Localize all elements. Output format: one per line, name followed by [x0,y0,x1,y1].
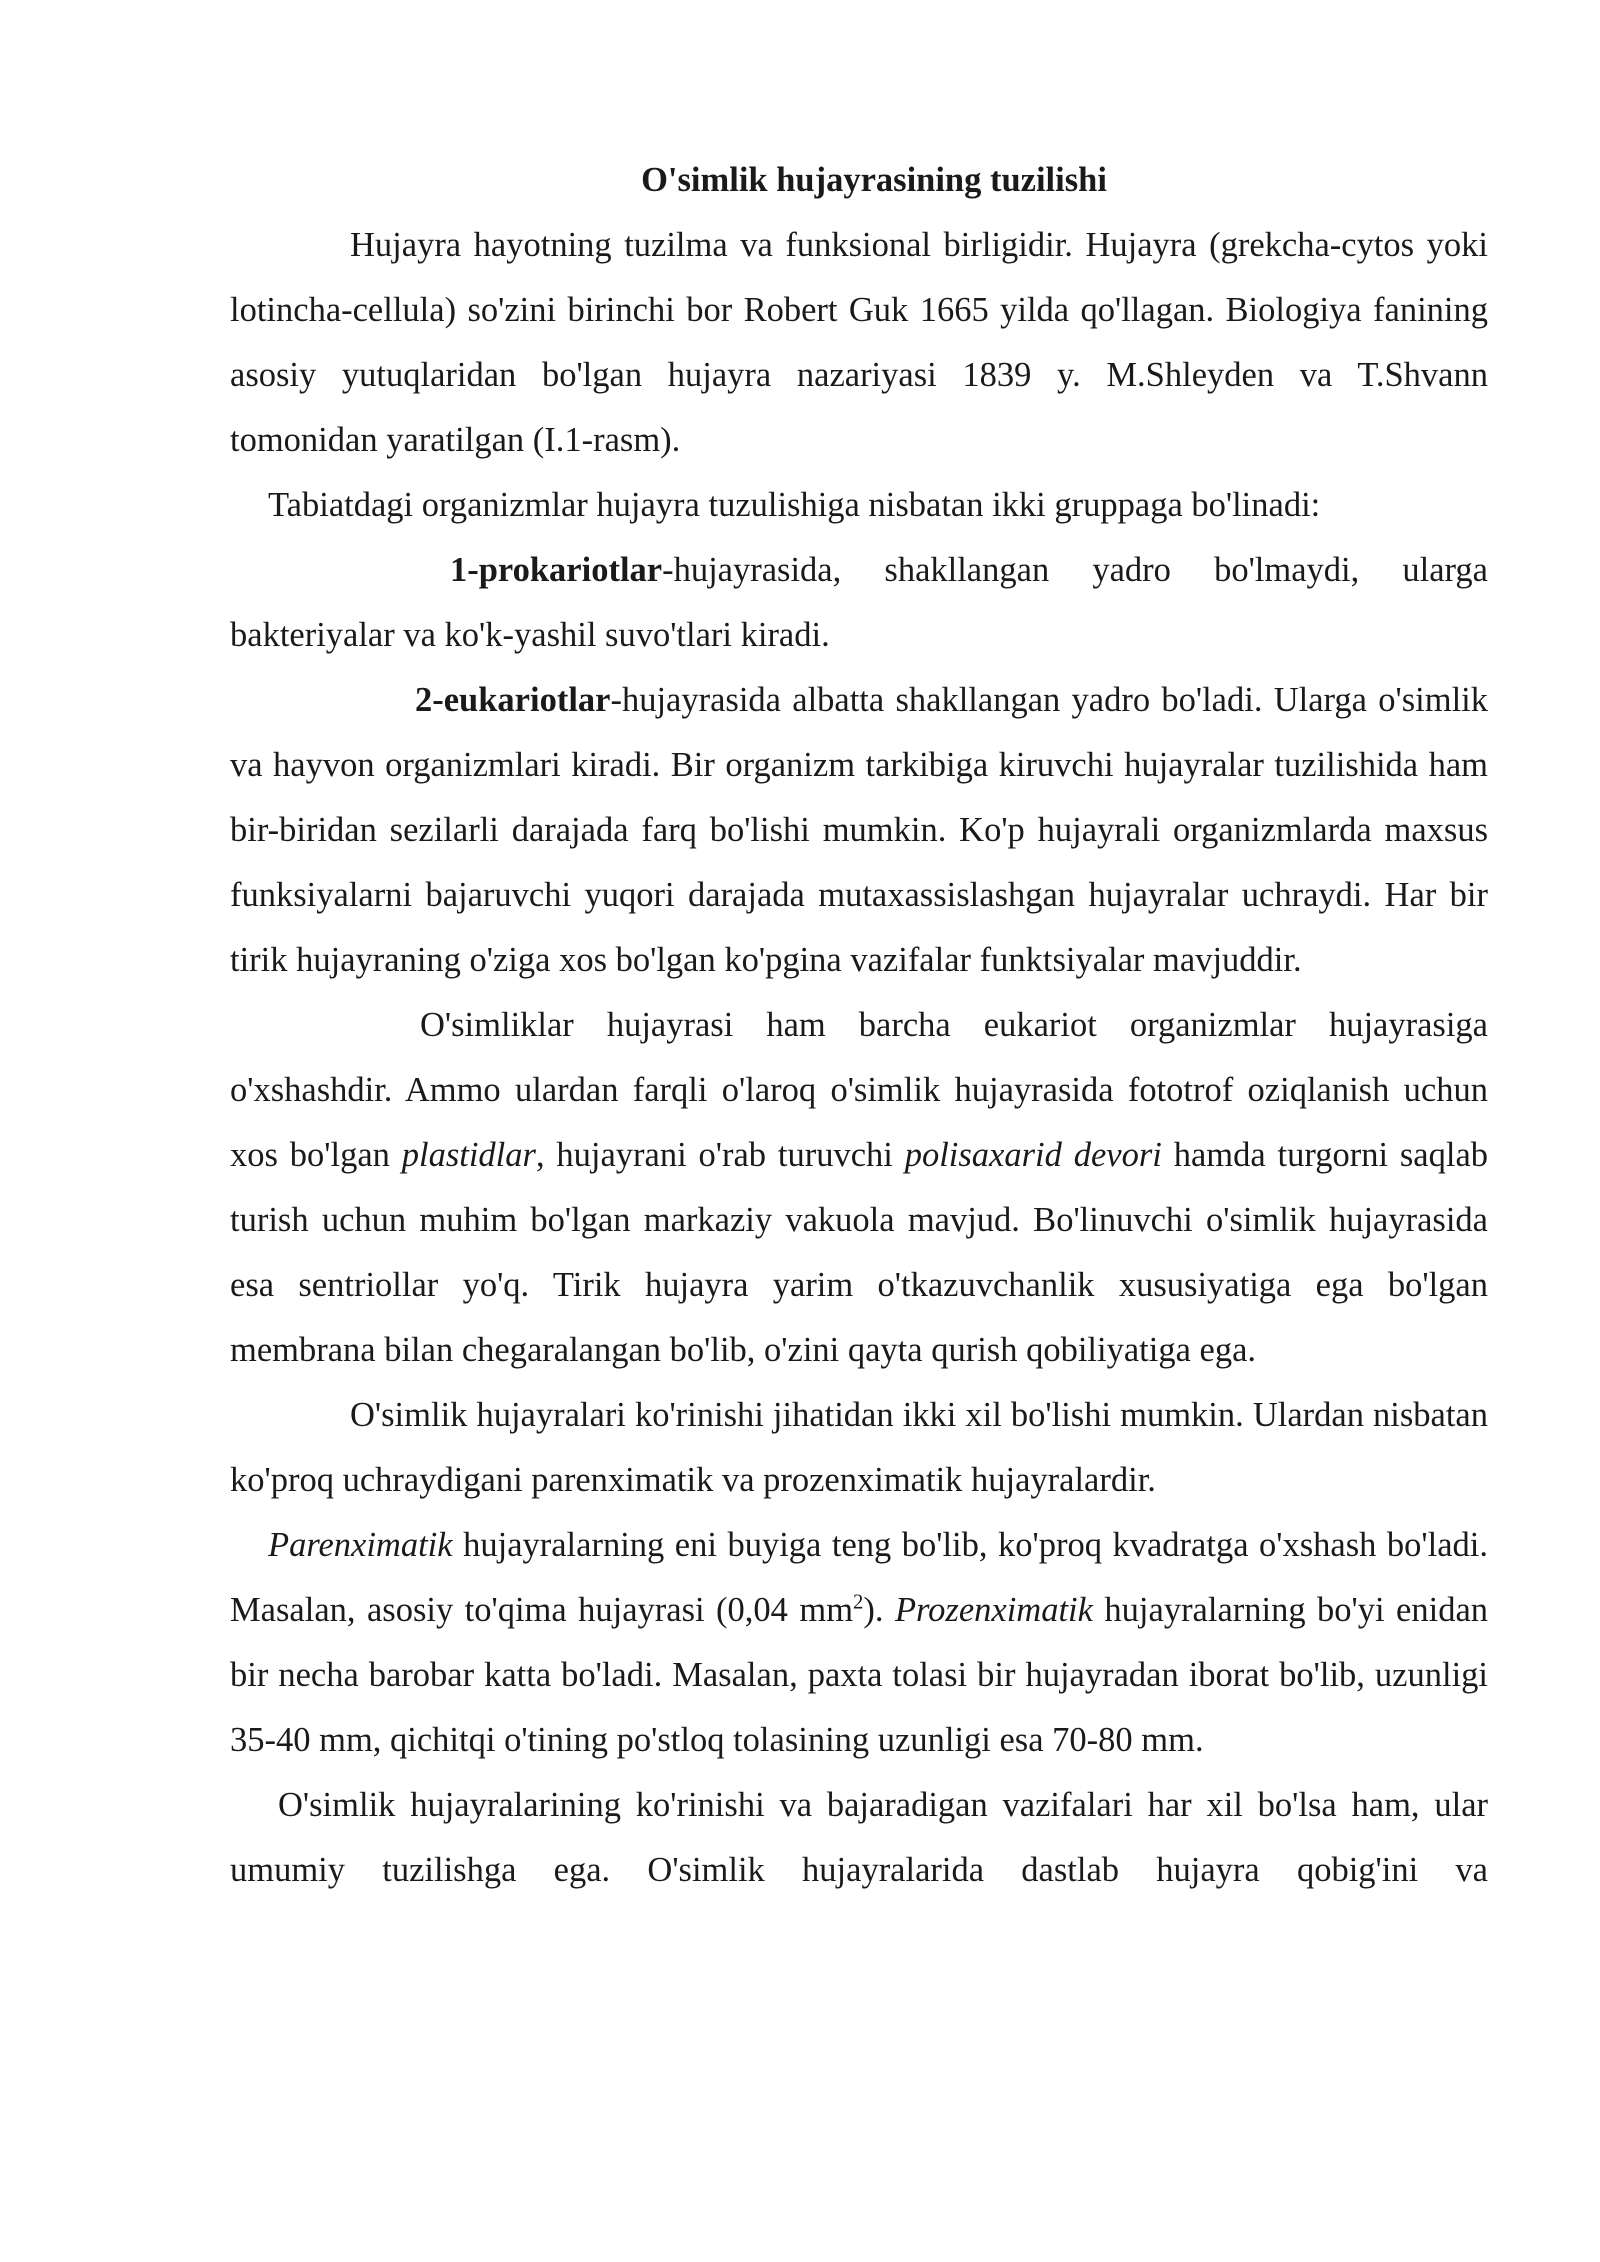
superscript-2: 2 [853,1591,864,1614]
document-title: O'simlik hujayrasining tuzilishi [641,161,1107,199]
paragraph-plant-cells [230,993,1488,1383]
eukaryotes-text: -hujayrasida albatta shakllangan yadro bo'ladi. Ularga o'simlik va hayvon organizmlari kiradi. Bir organizm tarkibiga kiruvchi hujayralar tuzilishida ham bir-biridan sezilarli darajada farq bo'lishi mumkin. Ko'p hujayrali organizmlarda maxsus funksiyalarni bajaruvchi yuqori darajada mutaxassislashgan hujayralar uchraydi. Har bir tirik hujayraning o'ziga xos bo'lgan ko'pgina vazifalar funktsiyalar mavjuddir. [230,681,1488,979]
term-parenchymatic: Parenximatik [268,1526,453,1564]
document-body [230,148,1488,1903]
term-polysaccharide-wall: polisaxarid devori [904,1136,1162,1174]
paragraph-general-structure: O'simlik hujayralarining ko'rinishi va bajaradigan vazifalari har xil bo'lsa ham, ular umumiy tuzilishga ega. O'simlik hujayralarida dastlab hujayra qobig'ini va [230,1786,1488,1889]
term-prokaryotes: 1-prokariotlar [450,551,663,589]
term-plastids: plastidlar [401,1136,536,1174]
parenchyma-text-b: ). [863,1591,895,1629]
plant-cells-text-c: hamda turgorni saqlab turish uchun muhim bo'lgan markaziy vakuola mavjud. Bo'linuvchi o'simlik hujayrasida esa sentriollar yo'q. Tirik hujayra yarim o'tkazuvchanlik xususiyatiga ega bo'lgan membrana bilan chegaralangan bo'lib, o'zini qayta qurish qobiliyatiga ega. [230,1136,1489,1369]
paragraph-cell-shapes: O'simlik hujayralari ko'rinishi jihatidan ikki xil bo'lishi mumkin. Ulardan nisbatan ko'proq uchraydigani parenximatik va prozenximatik hujayralardir. [230,1396,1488,1499]
paragraph-organism-groups: Tabiatdagi organizmlar hujayra tuzulishiga nisbatan ikki gruppaga bo'linadi: [268,486,1321,524]
paragraph-cell-definition: Hujayra hayotning tuzilma va funksional birligidir. Hujayra (grekcha-cytos yoki lotincha-cellula) so'zini birinchi bor Robert Guk 1665 yilda qo'llagan. Biologiya fanining asosiy yutuqlaridan bo'lgan hujayra nazariyasi 1839 y. M.Shleyden va T.Shvann tomonidan yaratilgan (I.1-rasm). [230,226,1488,459]
paragraph-parenchyma [230,1513,1488,1773]
plant-cells-text-a: O'simliklar hujayrasi ham barcha eukariot organizmlar hujayrasiga o'xshashdir. Ammo ulardan farqli o'laroq o'simlik hujayrasida fototrof oziqlanish uchun xos bo'lgan [230,1006,1488,1174]
parenchyma-text-c: hujayralarning bo'yi enidan bir necha barobar katta bo'ladi. Masalan, paxta tolasi bir hujayradan iborat bo'lib, uzunligi 35-40 mm, qichitqi o'tining po'stloq tolasining uzunligi esa 70-80 mm. [230,1591,1489,1759]
paragraph-prokaryotes [230,538,1488,668]
term-prosenchymatic: Prozenximatik [894,1591,1093,1629]
prokaryotes-text: -hujayrasida, shakllangan yadro bo'lmaydi, ularga bakteriyalar va ko'k-yashil suvo'tlari kiradi. [230,551,1488,654]
term-eukaryotes: 2-eukariotlar [415,681,611,719]
paragraph-eukaryotes [230,668,1488,993]
plant-cells-text-b: , hujayrani o'rab turuvchi [535,1136,905,1174]
parenchyma-text-a: hujayralarning eni buyiga teng bo'lib, ko'proq kvadratga o'xshash bo'ladi. Masalan, asosiy to'qima hujayrasi (0,04 mm [230,1526,1488,1629]
